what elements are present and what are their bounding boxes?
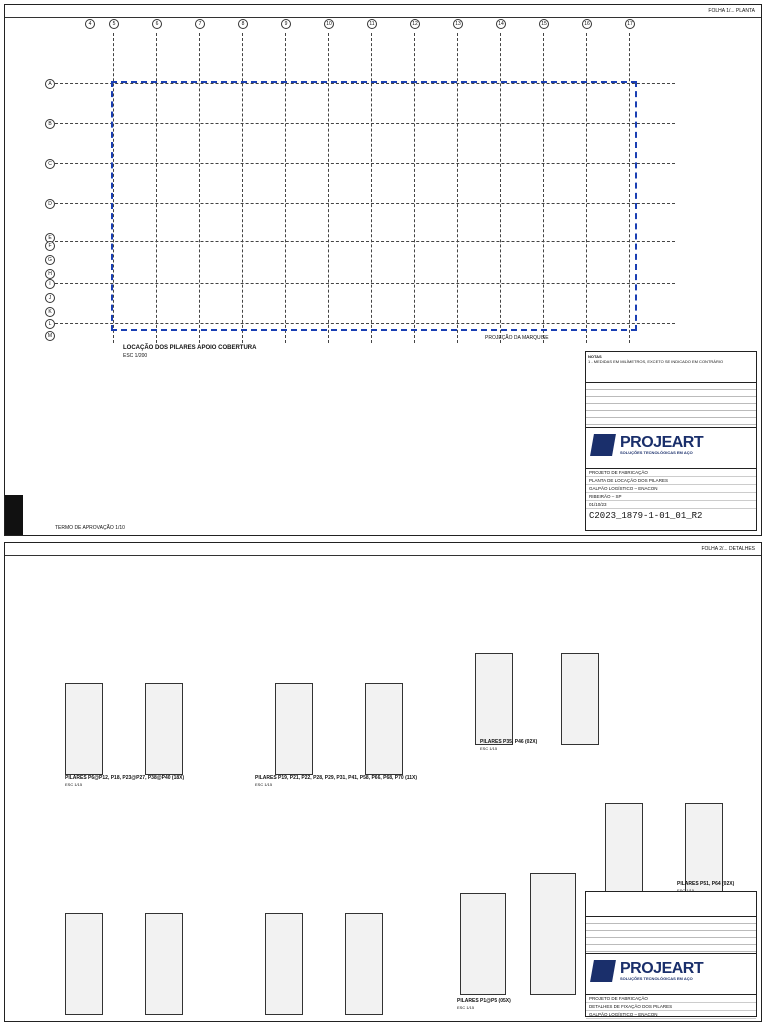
column-detail-14 bbox=[530, 873, 576, 995]
logo-subtitle: SOLUÇÕES TECNOLÓGICAS EM AÇO bbox=[620, 450, 693, 455]
field-place: RIBEIRÃO – SP bbox=[586, 493, 756, 501]
company-logo-2 bbox=[586, 954, 756, 995]
column-detail-6 bbox=[561, 653, 599, 745]
notes-box-2 bbox=[586, 892, 756, 917]
detail-scale-3: ESC 1/15 bbox=[480, 746, 498, 751]
detail-caption-5: PILARES P1@P5 (05X) bbox=[457, 998, 511, 1004]
grid-bubble-7: 7 bbox=[195, 19, 205, 29]
title-block bbox=[585, 351, 757, 531]
field-date: 01/10/23 bbox=[586, 501, 756, 509]
company-logo bbox=[586, 428, 756, 469]
grid-bubble-K: K bbox=[45, 307, 55, 317]
marquise-label: PROJEÇÃO DA MARQUISE bbox=[485, 335, 549, 341]
grid-bubble-9: 9 bbox=[281, 19, 291, 29]
column-detail-10 bbox=[145, 913, 183, 1015]
sheet-header: FOLHA 2/... DETALHES bbox=[5, 543, 761, 556]
sheet-header: FOLHA 1/... PLANTA bbox=[5, 5, 761, 18]
grid-bubble-5: 5 bbox=[109, 19, 119, 29]
grid-bubble-4: 4 bbox=[85, 19, 95, 29]
grid-bubble-I: I bbox=[45, 279, 55, 289]
column-detail-2 bbox=[145, 683, 183, 775]
logo-icon bbox=[590, 960, 616, 982]
grid-bubble-J: J bbox=[45, 293, 55, 303]
field-description: PLANTA DE LOCAÇÃO DOS PILARES bbox=[586, 477, 756, 485]
grid-bubble-6: 6 bbox=[152, 19, 162, 29]
grid-bubble-12: 12 bbox=[410, 19, 420, 29]
drawing-sheet-2 bbox=[4, 542, 762, 1022]
grid-bubble-D: D bbox=[45, 199, 55, 209]
column-detail-13 bbox=[460, 893, 506, 995]
column-detail-12 bbox=[345, 913, 383, 1015]
notes-title: NOTAS bbox=[588, 354, 602, 359]
detail-scale-1: ESC 1/15 bbox=[65, 782, 83, 787]
grid-bubble-L: L bbox=[45, 319, 55, 329]
detail-caption-1: PILARES P6@P12, P18, P23@P27, P38@P40 (18X) bbox=[65, 775, 185, 781]
drawing-sheet-1 bbox=[4, 4, 762, 536]
grid-bubble-G: G bbox=[45, 255, 55, 265]
grid-bubble-M: M bbox=[45, 331, 55, 341]
field-description-2: DETALHES DE FIXAÇÃO DOS PILARES bbox=[586, 1003, 756, 1011]
logo-text: PROJEART bbox=[620, 960, 704, 977]
grid-bubble-13: 13 bbox=[453, 19, 463, 29]
title-block-2 bbox=[585, 891, 757, 1017]
grid-bubble-11: 11 bbox=[367, 19, 377, 29]
grid-bubble-A: A bbox=[45, 79, 55, 89]
detail-caption-3: PILARES P35, P46 (02X) bbox=[480, 739, 538, 745]
sheet-footer-left: TERMO DE APROVAÇÃO 1/10 bbox=[55, 525, 125, 531]
notes-text: 1 - MEDIDAS EM MILÍMETROS, EXCETO SE INDICADO EM CONTRÁRIO bbox=[588, 359, 724, 364]
grid-bubble-B: B bbox=[45, 119, 55, 129]
column-detail-3 bbox=[275, 683, 313, 775]
grid-bubble-16: 16 bbox=[582, 19, 592, 29]
grid-bubble-10: 10 bbox=[324, 19, 334, 29]
logo-text: PROJEART bbox=[620, 434, 704, 451]
grid-bubble-8: 8 bbox=[238, 19, 248, 29]
plan-scale: ESC 1/200 bbox=[123, 353, 148, 359]
grid-bubble-C: C bbox=[45, 159, 55, 169]
logo-icon bbox=[590, 434, 616, 456]
field-title-2: PROJETO DE FABRICAÇÃO bbox=[586, 995, 756, 1003]
grid-bubble-F: F bbox=[45, 241, 55, 251]
detail-caption-2: PILARES P19, P21, P22, P28, P29, P31, P41, P58, P66, P68, P70 (11X) bbox=[255, 775, 418, 781]
detail-caption-4: PILARES P51, P64 (02X) bbox=[677, 881, 735, 887]
grid-bubble-14: 14 bbox=[496, 19, 506, 29]
column-detail-5 bbox=[475, 653, 513, 745]
field-client: GALPÃO LOGÍSTICO – ENACON bbox=[586, 485, 756, 493]
roof-perimeter bbox=[111, 81, 637, 331]
column-detail-9 bbox=[65, 913, 103, 1015]
field-client-2: GALPÃO LOGÍSTICO – ENACON bbox=[586, 1011, 756, 1019]
grid-bubble-E: E bbox=[45, 233, 55, 243]
notes-box bbox=[586, 352, 756, 383]
logo-subtitle: SOLUÇÕES TECNOLÓGICAS EM AÇO bbox=[620, 976, 693, 981]
side-legend-block bbox=[5, 495, 23, 535]
detail-scale-2: ESC 1/15 bbox=[255, 782, 273, 787]
drawing-number: C2023_1879-1-01_01_R2 bbox=[589, 511, 703, 521]
grid-bubble-15: 15 bbox=[539, 19, 549, 29]
column-detail-1 bbox=[65, 683, 103, 775]
detail-scale-5: ESC 1/15 bbox=[457, 1005, 475, 1010]
grid-bubble-H: H bbox=[45, 269, 55, 279]
revision-table-2 bbox=[586, 917, 756, 954]
column-detail-11 bbox=[265, 913, 303, 1015]
field-title: PROJETO DE FABRICAÇÃO bbox=[586, 469, 756, 477]
column-detail-7 bbox=[605, 803, 643, 895]
grid-bubble-17: 17 bbox=[625, 19, 635, 29]
plan-title: LOCAÇÃO DOS PILARES APOIO COBERTURA bbox=[123, 345, 257, 351]
column-detail-4 bbox=[365, 683, 403, 775]
revision-table bbox=[586, 383, 756, 428]
